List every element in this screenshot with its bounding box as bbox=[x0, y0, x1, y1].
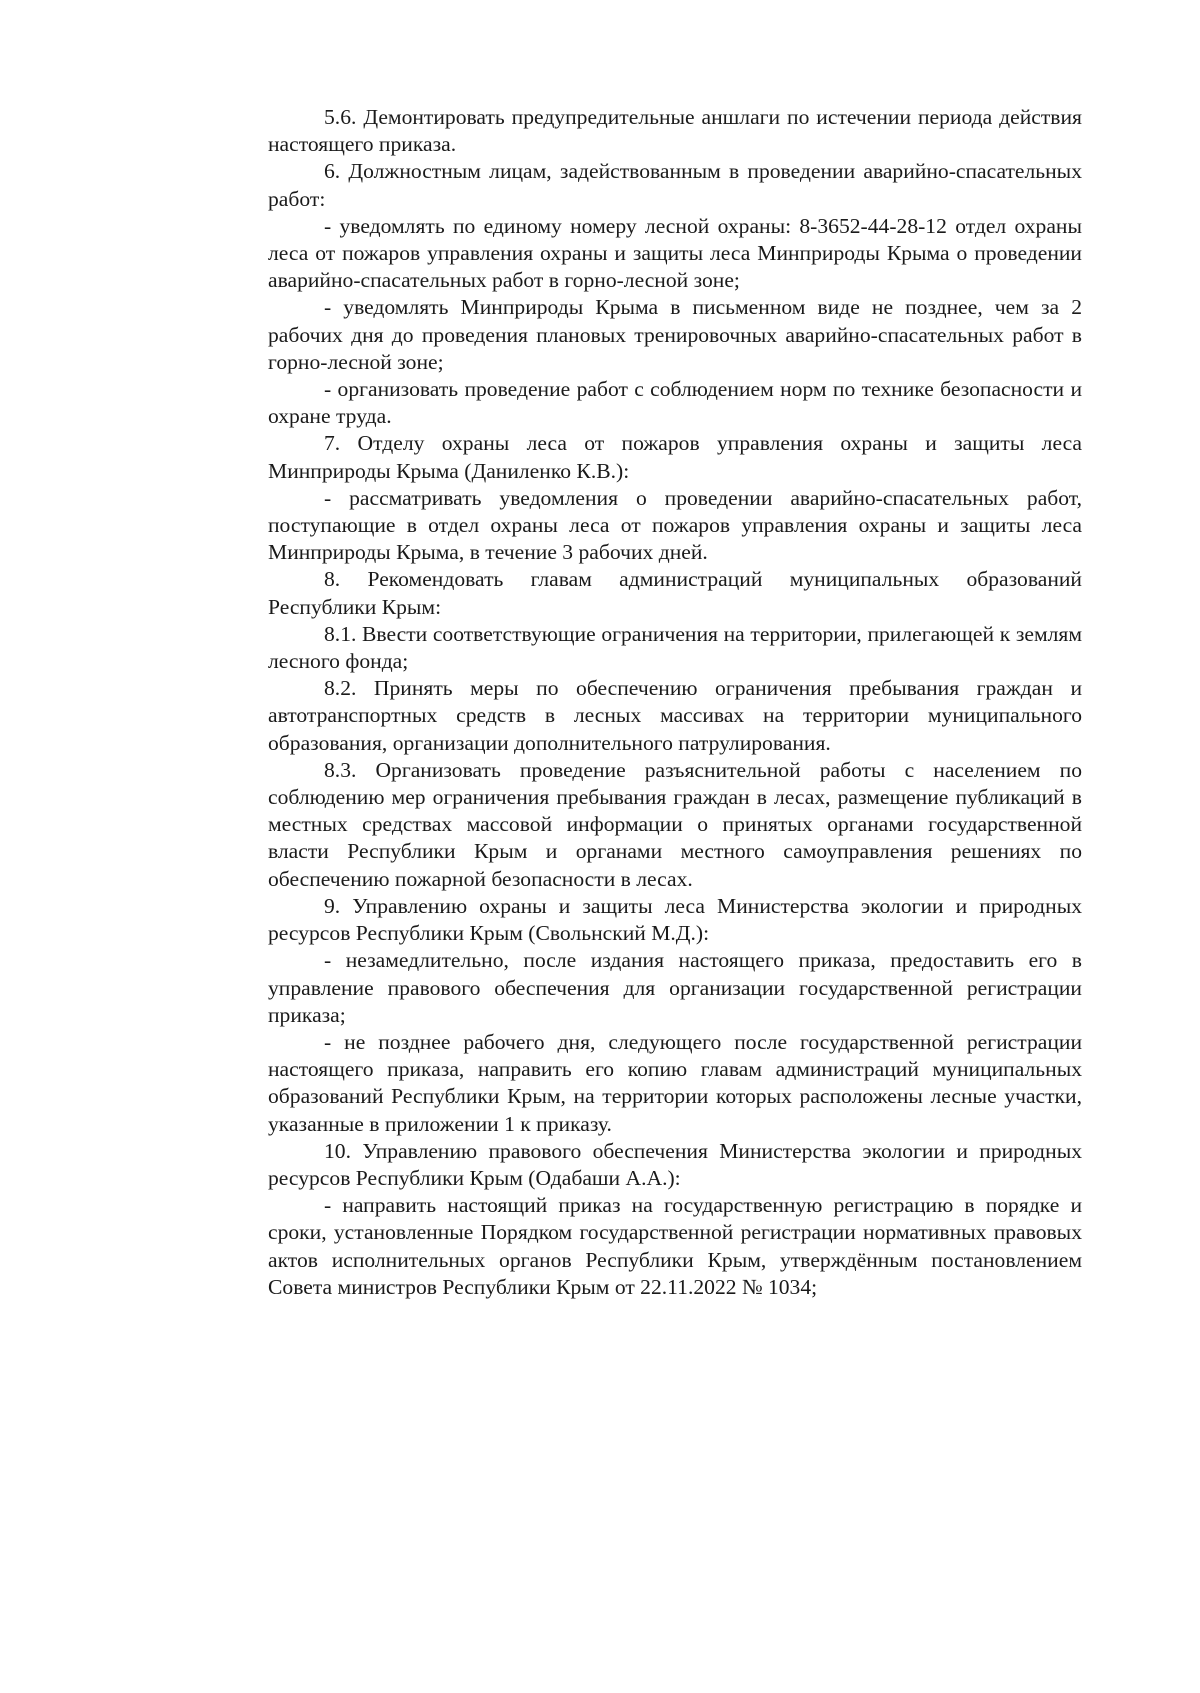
paragraph-5-6: 5.6. Демонтировать предупредительные аншлаги по истечении периода действия настоящего приказа. bbox=[268, 105, 1082, 157]
paragraph-8: 8. Рекомендовать главам администраций муниципальных образований Республики Крым: bbox=[268, 567, 1082, 619]
paragraph-9-item-1: - незамедлительно, после издания настоящего приказа, предоставить его в управление правового обеспечения для организации государственной регистрации приказа; bbox=[268, 948, 1082, 1027]
paragraph-6: 6. Должностным лицам, задействованным в проведении аварийно-спасательных работ: bbox=[268, 159, 1082, 211]
paragraph-10-item-1: - направить настоящий приказ на государственную регистрацию в порядке и сроки, установленные Порядком государственной регистрации нормативных правовых актов исполнительных органов Республики Крым, утверждённым постановлением Совета министров Республики Крым от 22.11.2022 № 1034; bbox=[268, 1193, 1082, 1299]
paragraph-8-2: 8.2. Принять меры по обеспечению ограничения пребывания граждан и автотранспортных средств в лесных массивах на территории муниципального образования, организации дополнительного патрулирования. bbox=[268, 676, 1082, 755]
paragraph-7-item-1: - рассматривать уведомления о проведении аварийно-спасательных работ, поступающие в отдел охраны леса от пожаров управления охраны и защиты леса Минприроды Крыма, в течение 3 рабочих дней. bbox=[268, 485, 1082, 565]
paragraph-6-item-3: - организовать проведение работ с соблюдением норм по технике безопасности и охране труда. bbox=[268, 377, 1082, 429]
paragraph-8-1: 8.1. Ввести соответствующие ограничения на территории, прилегающей к землям лесного фонда; bbox=[268, 621, 1082, 674]
paragraph-9-item-2: - не позднее рабочего дня, следующего после государственной регистрации настоящего приказа, направить его копию главам администраций муниципальных образований Республики Крым, на территории которых расположены лесные участки, указанные в приложении 1 к приказу. bbox=[268, 1029, 1082, 1136]
document-body bbox=[268, 104, 1082, 1301]
paragraph-8-3: 8.3. Организовать проведение разъяснительной работы с населением по соблюдению мер ограничения пребывания граждан в лесах, размещение публикаций в местных средствах массовой информации о принятых органами государственной власти Республики Крым и органами местного самоуправления решениях по обеспечению пожарной безопасности в лесах. bbox=[268, 757, 1082, 891]
paragraph-6-item-1: - уведомлять по единому номеру лесной охраны: 8-3652-44-28-12 отдел охраны леса от пожаров управления охраны и защиты леса Минприроды Крыма о проведении аварийно-спасательных работ в горно-лесной зоне; bbox=[268, 213, 1082, 293]
paragraph-6-item-2: - уведомлять Минприроды Крыма в письменном виде не позднее, чем за 2 рабочих дня до проведения плановых тренировочных аварийно-спасательных работ в горно-лесной зоне; bbox=[268, 295, 1082, 374]
paragraph-9: 9. Управлению охраны и защиты леса Министерства экологии и природных ресурсов Республики Крым (Свольнский М.Д.): bbox=[268, 893, 1082, 946]
paragraph-10: 10. Управлению правового обеспечения Министерства экологии и природных ресурсов Республики Крым (Одабаши А.А.): bbox=[268, 1138, 1082, 1190]
paragraph-7: 7. Отделу охраны леса от пожаров управления охраны и защиты леса Минприроды Крыма (Даниленко К.В.): bbox=[268, 431, 1082, 483]
